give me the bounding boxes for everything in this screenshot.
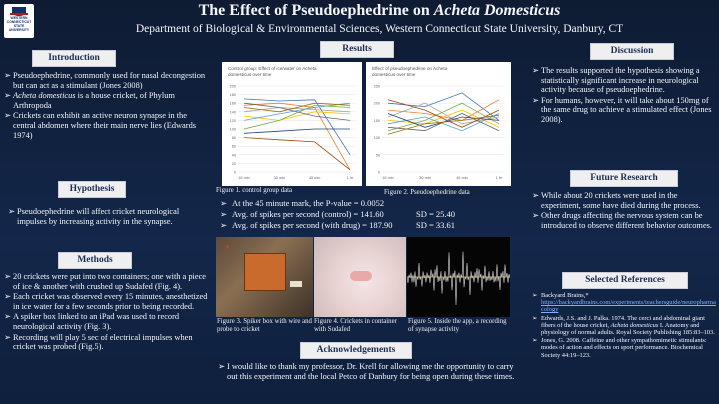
intro-item: ➢ Crickets can exhibit an active neuron synapse in the central abdomen where their main nerve lies (Edwards 1974) (4, 111, 197, 140)
stat-pvalue: At the 45 minute mark, the P-value = 0.0052 (232, 198, 385, 208)
chart-drug-svg (366, 62, 511, 186)
y-tick-label: 40 (231, 153, 236, 158)
discussion-item: ➢ The results supported the hypothesis showing a statistically significant increase in neurological activity because of pseudoephedrine. (532, 66, 700, 95)
x-tick-label: 1 hr (346, 176, 354, 180)
reference-link[interactable]: https://backyardbrains.com/experiments/teachersguide/neuropharmacology (541, 299, 716, 314)
stat-control-sd: SD = 25.40 (416, 209, 456, 219)
y-tick-label: 0 (377, 170, 380, 175)
intro-item: ➢ Pseudoephedrine, commonly used for nasal decongestion but can act as a stimulant (Jones 2008) (4, 71, 206, 90)
fig1-caption: Figure 1. control group data (216, 187, 293, 194)
fig3-caption: Figure 3. Spiker box with wire and probe to cricket (217, 318, 312, 333)
y-tick-label: 120 (229, 118, 236, 123)
y-tick-label: 140 (229, 110, 236, 115)
stat-drug-sd: SD = 33.61 (416, 220, 456, 230)
fig3-photo-spiker-box (216, 237, 313, 317)
poster-title (40, 2, 719, 20)
chart-title: domesticus over time (228, 72, 272, 77)
future-item: ➢ Other drugs affecting the nervous system can be introduced to observe different behavior outcomes. (532, 211, 713, 230)
y-tick-label: 100 (229, 127, 236, 132)
methods-text (4, 272, 212, 353)
acknowledgements-text: ➢ I would like to thank my professor, Dr. Krell for allowing me the opportunity to carry out this experiment and the local Petco of Danbury for being open during these times. (218, 362, 515, 381)
header-references: Selected References (562, 272, 688, 289)
hypothesis-text: ➢ Pseudoephedrine will affect cricket neurological impulses by increasing activity in the synapse. (8, 207, 180, 226)
fig5-caption: Figure 5. Inside the app, a recording of synapse activity (408, 318, 507, 333)
y-tick-label: 0 (233, 170, 236, 175)
title-species: Acheta Domesticus (433, 2, 561, 19)
fig4-photo-container (314, 237, 406, 317)
waveform-icon (407, 237, 510, 317)
x-tick-label: 1 hr (495, 176, 503, 180)
chart-title: domesticus over time (372, 72, 416, 77)
stat-control-avg: Avg. of spikes per second (control) = 141.60 (232, 209, 384, 219)
chart-control-svg (222, 62, 362, 186)
reference-item: ➢ Jones, G. 2008. Caffeine and other sympathomimetic stimulants: modes of action and effects on sport performance. Biochemical Society 44:19–123. (532, 337, 707, 359)
methods-item: ➢ A spiker box linked to an iPad was used to record neurological activity (Fig. 3). (4, 312, 180, 331)
y-tick-label: 50 (375, 153, 380, 158)
methods-item: ➢ Each cricket was observed every 15 minutes, anesthetized in ice water for a few seconds prior to being recorded. (4, 292, 208, 311)
header-discussion: Discussion (590, 43, 674, 60)
logo-text-1: WESTERN (10, 16, 28, 20)
x-tick-label: 45 min (308, 176, 321, 180)
chart-title: Effect of pseudoephedrine on Acheta (372, 66, 448, 71)
stat-drug-avg: Avg. of spikes per second (with drug) = 187.90 (232, 220, 393, 230)
x-tick-label: 15 min (382, 176, 394, 180)
y-tick-label: 180 (229, 93, 236, 98)
chart-control (222, 62, 362, 186)
poster-subtitle: Department of Biological & Environmental Sciences, Western Connecticut State University, Danbury, CT (135, 23, 624, 35)
header-methods: Methods (58, 252, 132, 269)
y-tick-label: 100 (373, 136, 380, 141)
x-tick-label: 30 min (419, 176, 431, 180)
reference-item: ➢ Backyard Brains,* https://backyardbrains.com/experiments/teachersguide/neuropharmacology (532, 292, 716, 314)
results-stats: ➢ At the 45 minute mark, the P-value = 0.0052 ➢ Avg. of spikes per second (control) = 141.60 SD = 25.40 ➢ Avg. of spikes per second (with drug) = 187.90 SD = 33.61 (220, 198, 456, 230)
header-future-research: Future Research (570, 170, 678, 187)
header-results: Results (320, 41, 394, 58)
x-tick-label: 45 min (456, 176, 468, 180)
y-tick-label: 250 (373, 84, 380, 89)
y-tick-label: 150 (373, 118, 380, 123)
chart-title: Control group: Effect of ice/water on Acheta (228, 66, 317, 71)
logo-text-4: UNIVERSITY (8, 28, 30, 32)
header-acknowledgements: Acknowledgements (300, 342, 412, 359)
logo-text-3: STATE (13, 24, 25, 28)
introduction-text (4, 71, 210, 141)
methods-item: ➢ Recording will play 5 sec of electrical impulses when cricket was probed (Fig.5). (4, 332, 193, 352)
future-text (532, 191, 718, 231)
y-tick-label: 20 (231, 161, 236, 166)
title-main: The Effect of Pseudoephedrine on (198, 2, 434, 19)
series-line (388, 93, 499, 121)
chart-drug (366, 62, 511, 186)
x-tick-label: 30 min (273, 176, 286, 180)
fig2-caption: Figure 2. Pseudoephedrine data (384, 189, 470, 196)
future-item: ➢ While about 20 crickets were used in the experiment, some have died during the process. (532, 191, 701, 210)
methods-item: ➢ 20 crickets were put into two containers; one with a piece of ice & another with crushed up Sudafed (Fig. 4). (4, 272, 207, 291)
references-list (532, 292, 718, 359)
header-introduction: Introduction (32, 50, 116, 67)
discussion-text (532, 66, 718, 126)
fig4-caption: Figure 4. Crickets in container with Sudafed (314, 318, 397, 333)
logo-text-2: CONNECTICUT (6, 20, 32, 24)
y-tick-label: 60 (231, 144, 236, 149)
y-tick-label: 80 (231, 136, 236, 141)
x-tick-label: 15 min (238, 176, 250, 180)
discussion-item: ➢ For humans, however, it will take about 150mg of the same drug to achieve a stimulated effect (Jones 2008). (532, 95, 712, 124)
fig5-photo-recording (407, 237, 510, 317)
header-hypothesis: Hypothesis (58, 181, 126, 198)
y-tick-label: 200 (229, 84, 236, 89)
y-tick-label: 160 (229, 101, 236, 106)
intro-item: ➢ Acheta domesticus is a house cricket, of Phylum Arthropoda (4, 91, 175, 110)
y-tick-label: 200 (373, 101, 380, 106)
reference-item: ➢ Edwards, J.S. and J. Palka. 1974. The cerci and abdominal giant fibers of the house cricket, Acheta domesticus I. Anatomy and physiology of normal adults. Royal Society Publishing 185:83–103. (532, 314, 715, 337)
university-logo (4, 4, 34, 38)
